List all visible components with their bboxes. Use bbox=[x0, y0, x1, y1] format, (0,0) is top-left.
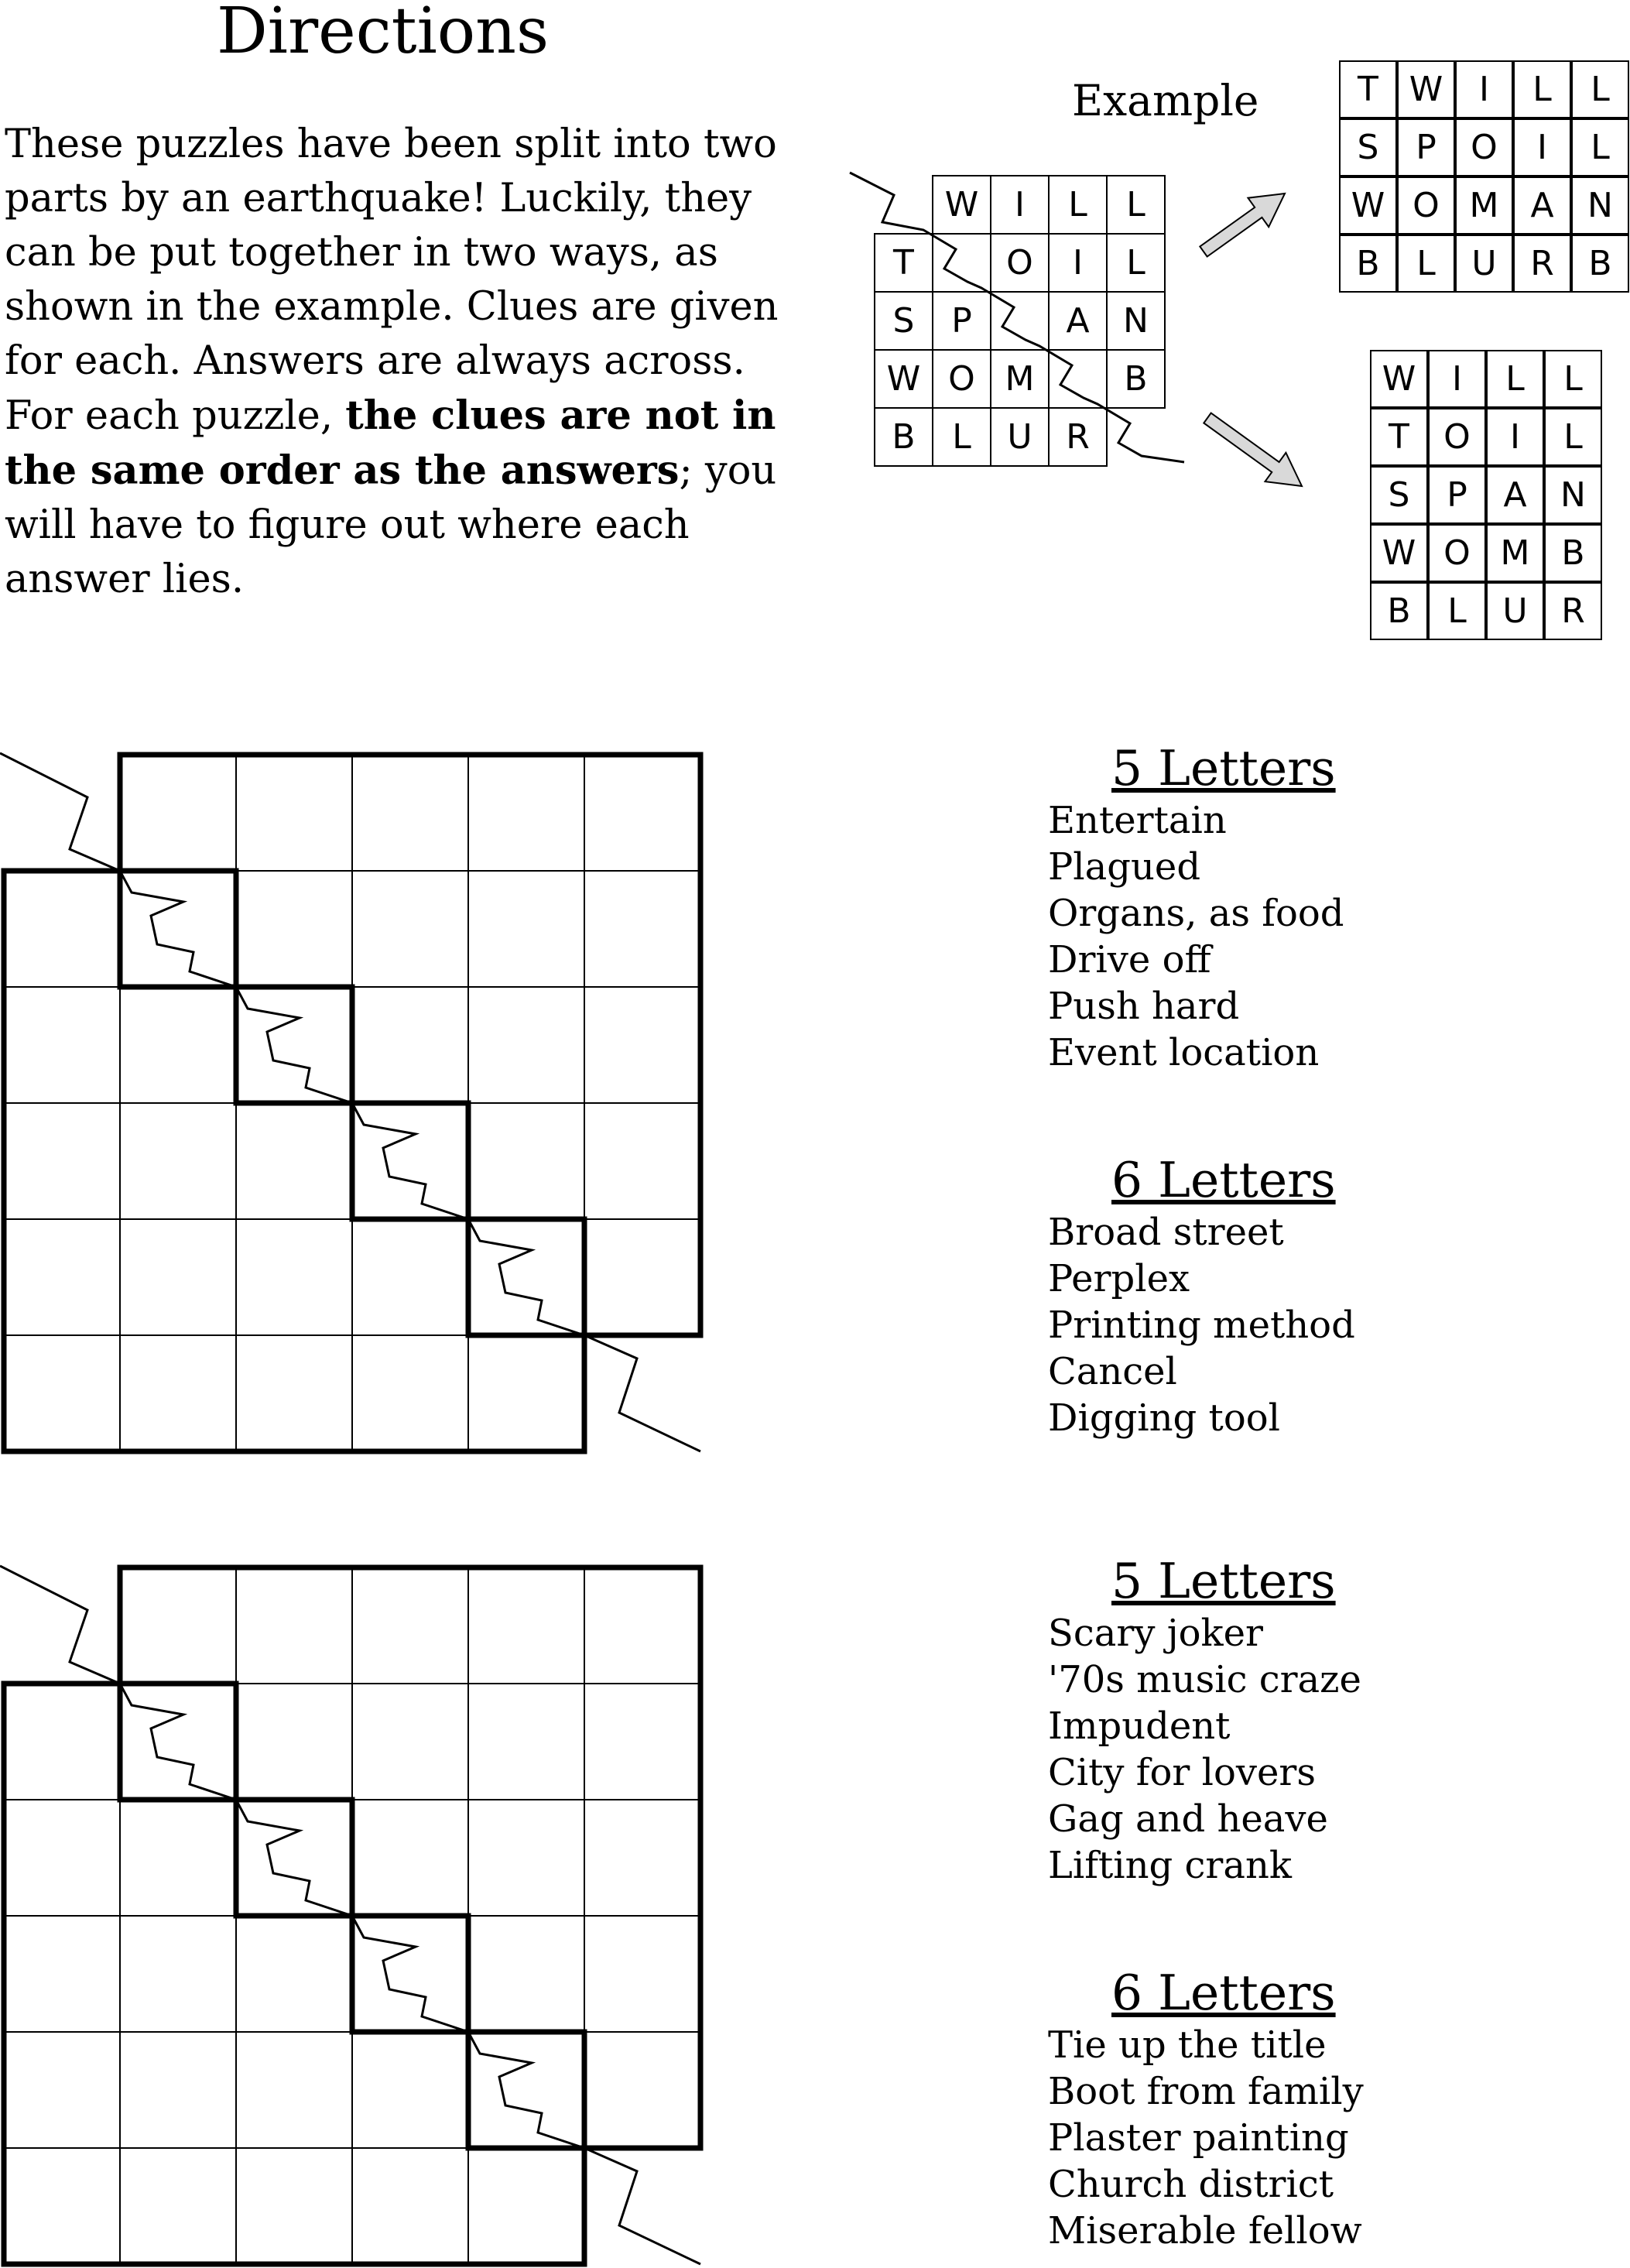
puzzle-1-upper-outline bbox=[120, 755, 700, 1335]
puzzle-2-cell bbox=[468, 2032, 584, 2148]
example-split-cell-border bbox=[991, 350, 1049, 408]
puzzle-1-cell bbox=[4, 1103, 120, 1219]
example-split-cell-border bbox=[991, 234, 1049, 292]
example-split-cell-border bbox=[1049, 292, 1107, 350]
puzzle-1-cell bbox=[4, 1219, 120, 1335]
example-lower-cell: O bbox=[1428, 524, 1486, 582]
clue-group bbox=[1048, 1153, 1355, 1441]
puzzle-1-cell bbox=[352, 1219, 468, 1335]
clue-group-header: 6 Letters bbox=[1111, 1152, 1336, 1208]
clue-text: Plagued bbox=[1048, 845, 1201, 889]
clue-group bbox=[1048, 1554, 1364, 1889]
example-lower-cell: I bbox=[1486, 408, 1544, 466]
puzzle-1-cell bbox=[468, 1219, 584, 1335]
puzzle-1-cell bbox=[468, 871, 584, 987]
clue-text: Plaster painting bbox=[1048, 2116, 1349, 2160]
puzzle-2-cell bbox=[236, 2148, 352, 2264]
example-split-cell-border bbox=[1049, 176, 1107, 234]
example-split-cell-border bbox=[991, 408, 1049, 466]
example-lower-cell: W bbox=[1370, 350, 1428, 408]
example-split-cell-border bbox=[933, 408, 991, 466]
example-split-cell: R bbox=[1066, 417, 1090, 457]
puzzle-2-split-cell bbox=[468, 2032, 584, 2148]
puzzle-2-cell bbox=[352, 1916, 468, 2032]
example-upper-cell: U bbox=[1455, 235, 1513, 293]
puzzle-2-cell bbox=[468, 1684, 584, 1800]
clue-text: Digging tool bbox=[1048, 1396, 1280, 1440]
example-split-cell: U bbox=[1007, 417, 1032, 457]
example-split-cell-border bbox=[875, 350, 933, 408]
example-split-cell-border bbox=[933, 350, 991, 408]
puzzle-1-cell bbox=[4, 1335, 120, 1451]
arrow-up-right-icon bbox=[1200, 194, 1285, 257]
example-split-cell-border bbox=[1107, 234, 1165, 292]
example-split-cell-border bbox=[875, 408, 933, 466]
example-split-cell-border bbox=[991, 176, 1049, 234]
example-lower-cell: L bbox=[1544, 350, 1602, 408]
example-lower-cell: O bbox=[1428, 408, 1486, 466]
example-lower-cell: T bbox=[1370, 408, 1428, 466]
puzzle-2-split-cell bbox=[352, 1916, 468, 2032]
puzzle-2-cell bbox=[584, 1567, 700, 1684]
clue-text: Impudent bbox=[1048, 1704, 1231, 1748]
example-lower-cell: N bbox=[1544, 466, 1602, 524]
clue-text: Perplex bbox=[1048, 1257, 1190, 1300]
example-lower-cell: L bbox=[1486, 350, 1544, 408]
example-split-cell: T bbox=[893, 243, 914, 283]
puzzle-1-cell bbox=[120, 871, 236, 987]
example-split-cell: B bbox=[892, 417, 916, 457]
clue-group-header: 5 Letters bbox=[1111, 740, 1336, 797]
clue-group-header: 6 Letters bbox=[1111, 1965, 1336, 2021]
puzzle-2-cell bbox=[236, 1916, 352, 2032]
puzzle-1-cell bbox=[352, 987, 468, 1103]
example-split-cell-border bbox=[1107, 176, 1165, 234]
example-lower-cell: W bbox=[1370, 524, 1428, 582]
example-upper-cell: O bbox=[1455, 118, 1513, 176]
example-lower-cell: S bbox=[1370, 466, 1428, 524]
puzzle-2-cell bbox=[352, 1684, 468, 1800]
puzzle-1-split-cell bbox=[120, 871, 236, 987]
example-lower-cell: L bbox=[1544, 408, 1602, 466]
clue-group bbox=[1048, 1966, 1364, 2254]
puzzle-2-cell bbox=[120, 2032, 236, 2148]
puzzle-1-cell bbox=[236, 1335, 352, 1451]
example-split-cell: O bbox=[1006, 243, 1033, 283]
example-split-cell-border bbox=[875, 292, 933, 350]
puzzle-2-cell bbox=[352, 1800, 468, 1916]
puzzle-2-cell bbox=[352, 2148, 468, 2264]
puzzle-2-cell bbox=[4, 1684, 120, 1800]
puzzle-1-cell bbox=[4, 987, 120, 1103]
example-split-cell: L bbox=[952, 417, 971, 457]
example-split-cell: B bbox=[1124, 359, 1148, 399]
arrow-down-right-icon bbox=[1204, 413, 1302, 486]
example-upper-cell: P bbox=[1397, 118, 1455, 176]
example-label: Example bbox=[1072, 76, 1259, 125]
puzzle-2-cell bbox=[468, 1916, 584, 2032]
puzzle-2-split-cell bbox=[236, 1800, 352, 1916]
example-lower-cell: B bbox=[1544, 524, 1602, 582]
puzzle-1-cell bbox=[4, 871, 120, 987]
example-upper-cell: L bbox=[1513, 60, 1571, 118]
puzzle-1-cell bbox=[236, 871, 352, 987]
puzzle-2-cell bbox=[236, 1567, 352, 1684]
puzzle-1-cell bbox=[584, 1103, 700, 1219]
clue-text: Gag and heave bbox=[1048, 1797, 1328, 1841]
puzzle-1-cell bbox=[468, 1103, 584, 1219]
puzzle-1-cell bbox=[584, 987, 700, 1103]
example-split-cell: W bbox=[886, 359, 921, 399]
puzzle-1-split-cell bbox=[468, 1219, 584, 1335]
example-upper-cell: S bbox=[1339, 118, 1397, 176]
puzzle-2-clues bbox=[1048, 1554, 1364, 2254]
example-split-cell-border bbox=[991, 292, 1049, 350]
puzzle-1-cell bbox=[352, 1103, 468, 1219]
puzzle-1-cell bbox=[236, 1103, 352, 1219]
example-lower-cell: R bbox=[1544, 582, 1602, 640]
example-split-cell: L bbox=[1126, 185, 1145, 224]
puzzle-2-cell bbox=[120, 1684, 236, 1800]
example-upper-cell: I bbox=[1513, 118, 1571, 176]
puzzle-2-cell bbox=[4, 2148, 120, 2264]
puzzle-1-cell bbox=[120, 1219, 236, 1335]
example-split-cell: W bbox=[944, 185, 979, 224]
puzzle-2-cell bbox=[4, 1800, 120, 1916]
clue-text: Lifting crank bbox=[1048, 1844, 1292, 1887]
example-lower-cell: M bbox=[1486, 524, 1544, 582]
puzzle-2-cell bbox=[584, 2032, 700, 2148]
puzzle-1-cell bbox=[120, 1103, 236, 1219]
example-upper-cell: L bbox=[1571, 60, 1629, 118]
example-split-cell-border bbox=[933, 234, 991, 292]
example-split-cell-border bbox=[875, 234, 933, 292]
puzzle-2-cell bbox=[584, 1916, 700, 2032]
example-upper-cell: W bbox=[1339, 176, 1397, 235]
clue-text: Event location bbox=[1048, 1031, 1320, 1074]
example-upper-cell: B bbox=[1571, 235, 1629, 293]
example-split-cell-border bbox=[933, 176, 991, 234]
puzzle-2-upper-outline bbox=[120, 1567, 700, 2148]
clue-text: Church district bbox=[1048, 2163, 1334, 2206]
directions-lead: These puzzles have been split into two parts by an earthquake! Luckily, they can be put together in two ways, as shown in the example. Clues are given for each. Answers are always across. For each puzzle, bbox=[5, 122, 779, 439]
example-lower-cell: I bbox=[1428, 350, 1486, 408]
clue-text: '70s music craze bbox=[1048, 1658, 1361, 1701]
puzzle-2-lower-outline bbox=[4, 1684, 584, 2264]
clue-text: City for lovers bbox=[1048, 1751, 1316, 1794]
example-lower-cell: P bbox=[1428, 466, 1486, 524]
puzzle-1-cell bbox=[236, 755, 352, 871]
puzzle-1-cell bbox=[352, 871, 468, 987]
puzzle-1-cell bbox=[468, 755, 584, 871]
puzzle-1-cell bbox=[352, 755, 468, 871]
example-split-cell: I bbox=[1073, 243, 1083, 283]
example-upper-cell: T bbox=[1339, 60, 1397, 118]
clue-text: Printing method bbox=[1048, 1304, 1355, 1347]
puzzle-2-cell bbox=[120, 2148, 236, 2264]
example-split-cell: A bbox=[1066, 301, 1090, 341]
example-split-cell: L bbox=[1068, 185, 1087, 224]
puzzle-2-cell bbox=[236, 1684, 352, 1800]
puzzle-1-cell bbox=[120, 755, 236, 871]
puzzle-1-clues bbox=[1048, 742, 1355, 1441]
example-split-cell: O bbox=[948, 359, 975, 399]
clue-text: Broad street bbox=[1048, 1211, 1284, 1254]
example-split-cell: I bbox=[1015, 185, 1025, 224]
example-split-cell-border bbox=[1107, 350, 1165, 408]
puzzle-1-split-cell bbox=[236, 987, 352, 1103]
directions-bold: the clues are not in the same order as the answers bbox=[5, 392, 776, 494]
example-lower-cell: L bbox=[1428, 582, 1486, 640]
clue-group-header: 5 Letters bbox=[1111, 1553, 1336, 1609]
clue-text: Scary joker bbox=[1048, 1612, 1263, 1655]
puzzle-1-cell bbox=[584, 1219, 700, 1335]
example-split-cell: N bbox=[1123, 301, 1149, 341]
example-upper-cell: M bbox=[1455, 176, 1513, 235]
example-lower-cell: U bbox=[1486, 582, 1544, 640]
example-lower-cell: A bbox=[1486, 466, 1544, 524]
page-title: Directions bbox=[217, 0, 550, 68]
clue-text: Miserable fellow bbox=[1048, 2209, 1362, 2253]
example-lower-cell: B bbox=[1370, 582, 1428, 640]
clue-text: Entertain bbox=[1048, 799, 1227, 842]
puzzle-2-cell bbox=[468, 1800, 584, 1916]
clue-group bbox=[1048, 742, 1355, 1076]
puzzle-2-cell bbox=[236, 2032, 352, 2148]
puzzle-2-cell bbox=[4, 2032, 120, 2148]
puzzle-1-cell bbox=[468, 987, 584, 1103]
puzzle-1-cell bbox=[352, 1335, 468, 1451]
puzzle-1-cell bbox=[120, 1335, 236, 1451]
example-upper-cell: L bbox=[1571, 118, 1629, 176]
example-upper-cell: I bbox=[1455, 60, 1513, 118]
example-split-cell: L bbox=[1126, 243, 1145, 283]
puzzle-2-split-cell bbox=[120, 1684, 236, 1800]
puzzle-2-cell bbox=[4, 1916, 120, 2032]
puzzle-2-cell bbox=[352, 2032, 468, 2148]
example-upper-cell: L bbox=[1397, 235, 1455, 293]
puzzle-1-cell bbox=[584, 871, 700, 987]
clue-text: Boot from family bbox=[1048, 2070, 1364, 2113]
puzzle-2-cell bbox=[468, 2148, 584, 2264]
puzzle-2-cell bbox=[120, 1567, 236, 1684]
puzzle-1-cell bbox=[236, 1219, 352, 1335]
clue-text: Push hard bbox=[1048, 985, 1240, 1028]
example-upper-cell: W bbox=[1397, 60, 1455, 118]
example-split-cell: M bbox=[1005, 359, 1035, 399]
example-split-cell: S bbox=[892, 301, 915, 341]
example-split-cell-border bbox=[1107, 292, 1165, 350]
puzzle-1-cell bbox=[468, 1335, 584, 1451]
directions-tail: ; you will have to figure out where each answer lies. bbox=[5, 448, 777, 602]
example-upper-cell: B bbox=[1339, 235, 1397, 293]
puzzle-1-cell bbox=[584, 755, 700, 871]
puzzle-1-split-cell bbox=[352, 1103, 468, 1219]
puzzle-2-cell bbox=[236, 1800, 352, 1916]
clue-text: Organs, as food bbox=[1048, 892, 1344, 935]
puzzle-1-cell bbox=[236, 987, 352, 1103]
puzzle-2-cell bbox=[120, 1800, 236, 1916]
example-crack-line bbox=[850, 173, 1184, 462]
example-upper-cell: A bbox=[1513, 176, 1571, 235]
clue-text: Drive off bbox=[1048, 938, 1211, 982]
example-split-cell-border bbox=[1049, 234, 1107, 292]
puzzle-1-cell bbox=[120, 987, 236, 1103]
example-upper-cell: R bbox=[1513, 235, 1571, 293]
puzzle-2-cell bbox=[468, 1567, 584, 1684]
puzzle-2-cell bbox=[352, 1567, 468, 1684]
example-split-cell: P bbox=[951, 301, 972, 341]
example-split-cell-border bbox=[933, 292, 991, 350]
clue-text: Tie up the title bbox=[1048, 2023, 1327, 2067]
puzzle-2-cell bbox=[120, 1916, 236, 2032]
example-upper-cell: N bbox=[1571, 176, 1629, 235]
clue-text: Cancel bbox=[1048, 1350, 1177, 1393]
example-upper-cell: O bbox=[1397, 176, 1455, 235]
example-split-cell-border bbox=[1049, 408, 1107, 466]
puzzle-2-cell bbox=[584, 1800, 700, 1916]
example-split-cell-border bbox=[1049, 350, 1107, 408]
puzzle-1-lower-outline bbox=[4, 871, 584, 1451]
puzzle-2-cell bbox=[584, 1684, 700, 1800]
